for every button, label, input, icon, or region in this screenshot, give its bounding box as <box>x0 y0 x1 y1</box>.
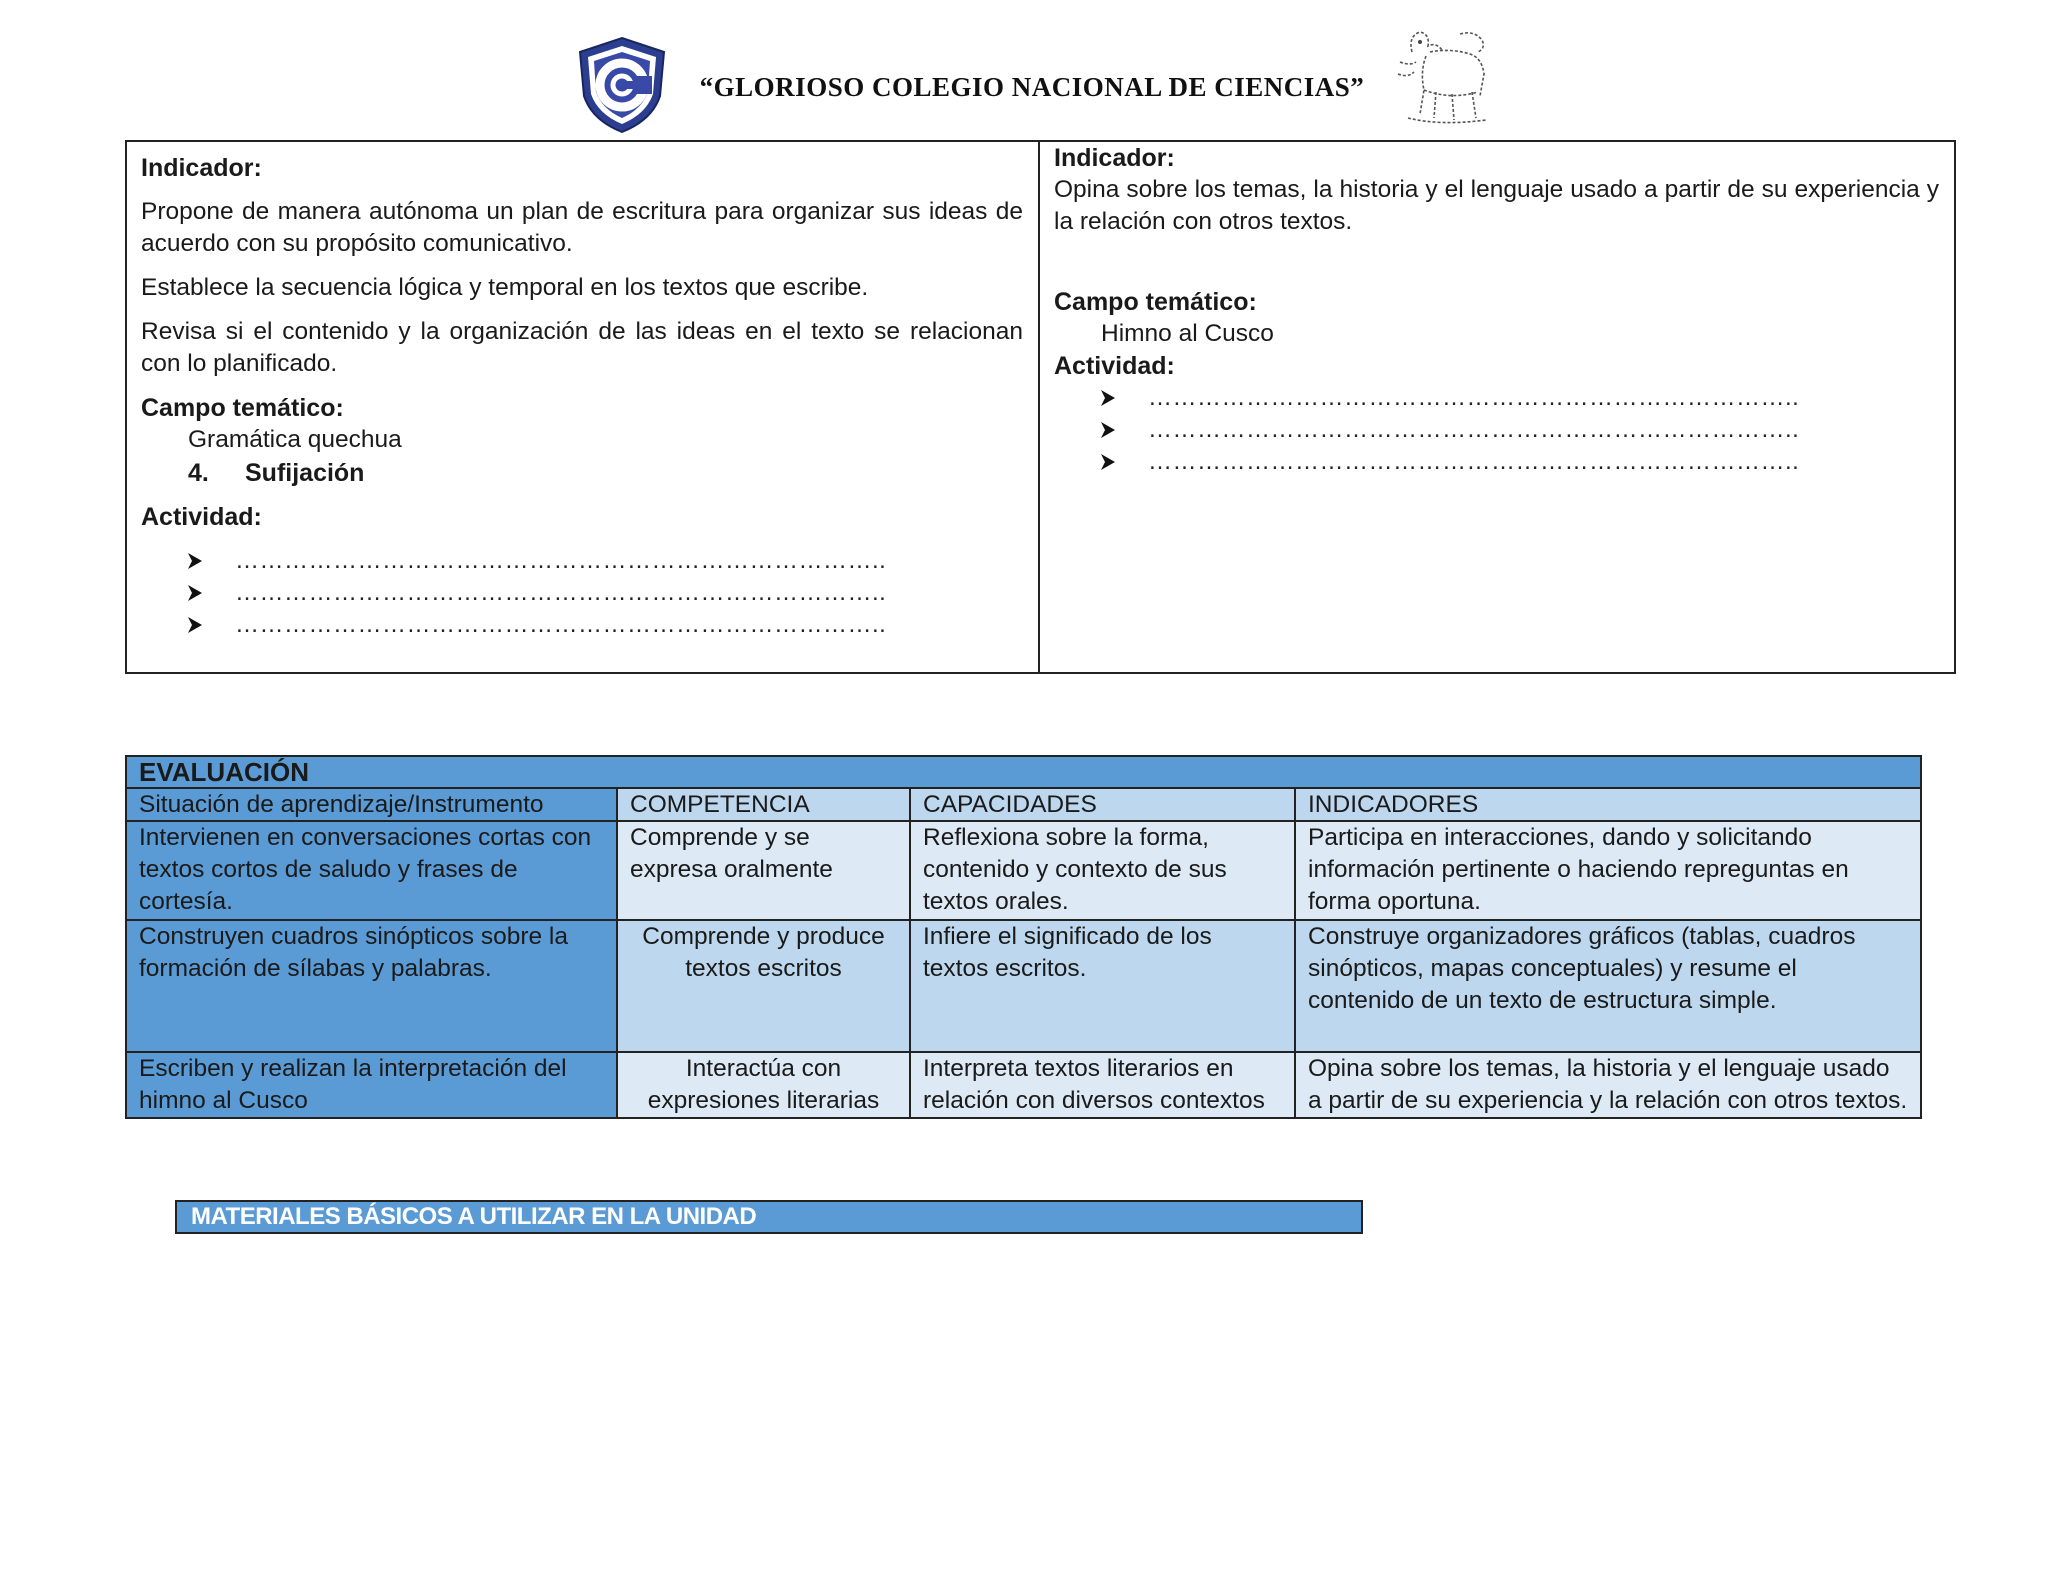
competencia-cell: Comprende y se expresa oralmente <box>617 821 910 920</box>
arrow-bullet-icon <box>1101 454 1115 470</box>
situacion-cell: Escriben y realizan la interpretación del himno al Cusco <box>126 1052 617 1118</box>
actividad-list <box>1054 382 1939 478</box>
list-item <box>1101 446 1939 478</box>
capacidades-cell: Infiere el significado de los textos escritos. <box>910 920 1295 1052</box>
evaluacion-table <box>125 755 1922 1119</box>
column-header: INDICADORES <box>1295 788 1921 821</box>
indicadores-cell: Construye organizadores gráficos (tablas, cuadros sinópticos, mapas conceptuales) y resume el contenido de un texto de estructura simple. <box>1295 920 1921 1052</box>
blank-line: …………………………………………………………………….. <box>1148 384 1800 411</box>
list-item <box>188 545 1023 577</box>
school-name: “GLORIOSO COLEGIO NACIONAL DE CIENCIAS” <box>699 72 1365 102</box>
topic-number: 4. <box>188 459 209 487</box>
indicadores-cell: Participa en interacciones, dando y solicitando información pertinente o haciendo repreguntas en forma oportuna. <box>1295 821 1921 920</box>
list-item <box>1101 382 1939 414</box>
session-left-column <box>127 142 1040 672</box>
capacidades-cell: Reflexiona sobre la forma, contenido y contexto de sus textos orales. <box>910 821 1295 920</box>
mascot-drawing-icon <box>1390 22 1500 132</box>
school-crest-icon <box>572 34 672 134</box>
indicador-text: Propone de manera autónoma un plan de escritura para organizar sus ideas de acuerdo con su propósito comunicativo. <box>141 198 1023 257</box>
indicador-label: Indicador: <box>141 154 262 182</box>
blank-line: …………………………………………………………………….. <box>235 611 887 638</box>
column-header: Situación de aprendizaje/Instrumento <box>126 788 617 821</box>
blank-line: …………………………………………………………………….. <box>235 579 887 606</box>
indicador-text: Opina sobre los temas, la historia y el lenguaje usado a partir de su experiencia y la relación con otros textos. <box>1054 176 1939 235</box>
table-row <box>126 920 1921 1052</box>
session-right-column <box>1040 142 1954 672</box>
list-item <box>188 577 1023 609</box>
situacion-cell: Construyen cuadros sinópticos sobre la formación de sílabas y palabras. <box>126 920 617 1052</box>
capacidades-cell: Interpreta textos literarios en relación con diversos contextos <box>910 1052 1295 1118</box>
campo-tematico-value: Gramática quechua <box>188 426 402 453</box>
campo-tematico-label: Campo temático: <box>141 394 344 422</box>
arrow-bullet-icon <box>1101 422 1115 438</box>
blank-line: …………………………………………………………………….. <box>1148 416 1800 443</box>
competencia-cell: Interactúa con expresiones literarias <box>617 1052 910 1118</box>
indicadores-cell: Opina sobre los temas, la historia y el lenguaje usado a partir de su experiencia y la relación con otros textos. <box>1295 1052 1921 1118</box>
table-header-row <box>126 788 1921 821</box>
arrow-bullet-icon <box>188 585 202 601</box>
materiales-section-header: MATERIALES BÁSICOS A UTILIZAR EN LA UNIDAD <box>175 1200 1363 1234</box>
competencia-cell: Comprende y produce textos escritos <box>617 920 910 1052</box>
actividad-label: Actividad: <box>1054 352 1175 380</box>
arrow-bullet-icon <box>188 553 202 569</box>
numbered-topic <box>141 456 1023 491</box>
topic-title: Sufijación <box>245 459 365 487</box>
column-header: CAPACIDADES <box>910 788 1295 821</box>
indicador-label: Indicador: <box>1054 144 1175 172</box>
table-title-row <box>126 756 1921 788</box>
blank-line: …………………………………………………………………….. <box>235 547 887 574</box>
arrow-bullet-icon <box>188 617 202 633</box>
indicador-text: Establece la secuencia lógica y temporal en los textos que escribe. <box>141 274 869 301</box>
blank-line: …………………………………………………………………….. <box>1148 448 1800 475</box>
document-header <box>0 20 2048 140</box>
column-header: COMPETENCIA <box>617 788 910 821</box>
evaluacion-title: EVALUACIÓN <box>126 756 1921 788</box>
list-item <box>1101 414 1939 446</box>
table-row <box>126 821 1921 920</box>
campo-tematico-label: Campo temático: <box>1054 288 1257 316</box>
actividad-label: Actividad: <box>141 503 262 531</box>
actividad-list <box>141 545 1023 641</box>
arrow-bullet-icon <box>1101 390 1115 406</box>
list-item <box>188 609 1023 641</box>
table-row <box>126 1052 1921 1118</box>
indicador-text: Revisa si el contenido y la organización de las ideas en el texto se relacionan con lo planificado. <box>141 318 1023 377</box>
campo-tematico-value: Himno al Cusco <box>1101 320 1274 347</box>
situacion-cell: Intervienen en conversaciones cortas con textos cortos de saludo y frases de cortesía. <box>126 821 617 920</box>
unit-activities-box <box>125 140 1956 674</box>
